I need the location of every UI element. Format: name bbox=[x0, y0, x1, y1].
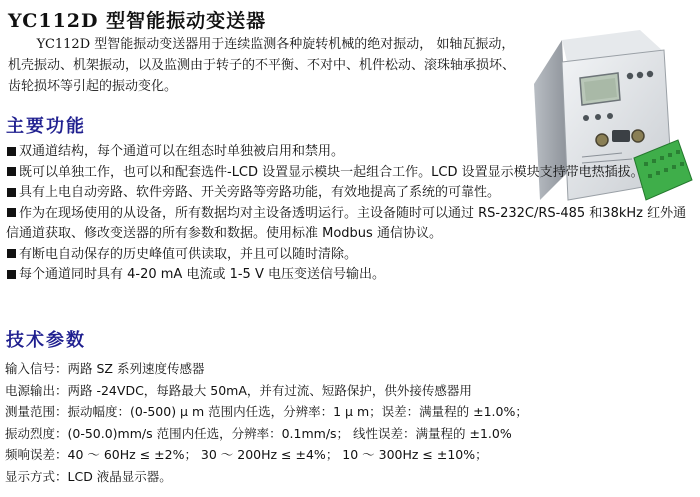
square-bullet-icon bbox=[7, 188, 16, 197]
specs-list bbox=[5, 358, 695, 487]
square-bullet-icon bbox=[7, 147, 16, 156]
intro-paragraph: YC112D 型智能振动变送器用于连续监测各种旋转机械的绝对振动， 如轴瓦振动，机壳振动、机架振动，以及监测由于转子的不平衡、不对中、机件松动、滚珠轴承损坏、齿轮损坏等引起的振动变化。 bbox=[8, 37, 516, 94]
specs-heading: 技术参数 bbox=[6, 330, 86, 351]
spec-item: 振动烈度：(0-50.0)mm/s 范围内任选，分辨率：0.1mm/s； 线性误差：满量程的 ±1.0% bbox=[5, 425, 512, 441]
intro-section bbox=[8, 34, 518, 97]
page-title: YC112D 型智能振动变送器 bbox=[8, 10, 267, 32]
feature-item: 每个通道同时具有 4-20 mA 电流或 1-5 V 电压变送信号输出。 bbox=[6, 265, 696, 286]
spec-item: 电源输出：两路 -24VDC，每路最大 50mA，并有过流、短路保护，供外接传感器用 bbox=[5, 382, 472, 398]
spec-item: 显示方式：LCD 液晶显示器。 bbox=[5, 468, 172, 484]
feature-item: 既可以单独工作，也可以和配套选件-LCD 设置显示模块一起组合工作。LCD 设置显示模块支持带电热插拔。 bbox=[6, 163, 696, 184]
spec-item: 频响误差：40 ～ 60Hz ≤ ±2%； 30 ～ 200Hz ≤ ±4%； 10 ～ 300Hz ≤ ±10%； bbox=[5, 447, 488, 462]
spec-item: 测量范围：振动幅度：(0-500) μ m 范围内任选，分辨率：1 μ m；误差：满量程的 ±1.0%； bbox=[5, 404, 528, 419]
feature-item: 具有上电自动旁路、软件旁路、开关旁路等旁路功能，有效地提高了系统的可靠性。 bbox=[6, 183, 696, 204]
feature-item: 作为在现场使用的从设备，所有数据均对主设备透明运行。主设备随时可以通过 RS-232C/RS-485 和38kHz 红外通信通道获取、修改变送器的所有参数和数据。使用标准 Modbus 通信协议。 bbox=[6, 205, 687, 241]
spec-item: 输入信号：两路 SZ 系列速度传感器 bbox=[5, 361, 205, 376]
square-bullet-icon bbox=[7, 270, 16, 279]
features-heading: 主要功能 bbox=[6, 116, 86, 137]
features-list bbox=[6, 142, 696, 286]
feature-item: 有断电自动保存的历史峰值可供读取，并且可以随时清除。 bbox=[6, 245, 696, 266]
square-bullet-icon bbox=[7, 167, 16, 176]
square-bullet-icon bbox=[7, 208, 16, 217]
square-bullet-icon bbox=[7, 249, 16, 258]
feature-item: 双通道结构，每个通道可以在组态时单独被启用和禁用。 bbox=[6, 142, 696, 163]
